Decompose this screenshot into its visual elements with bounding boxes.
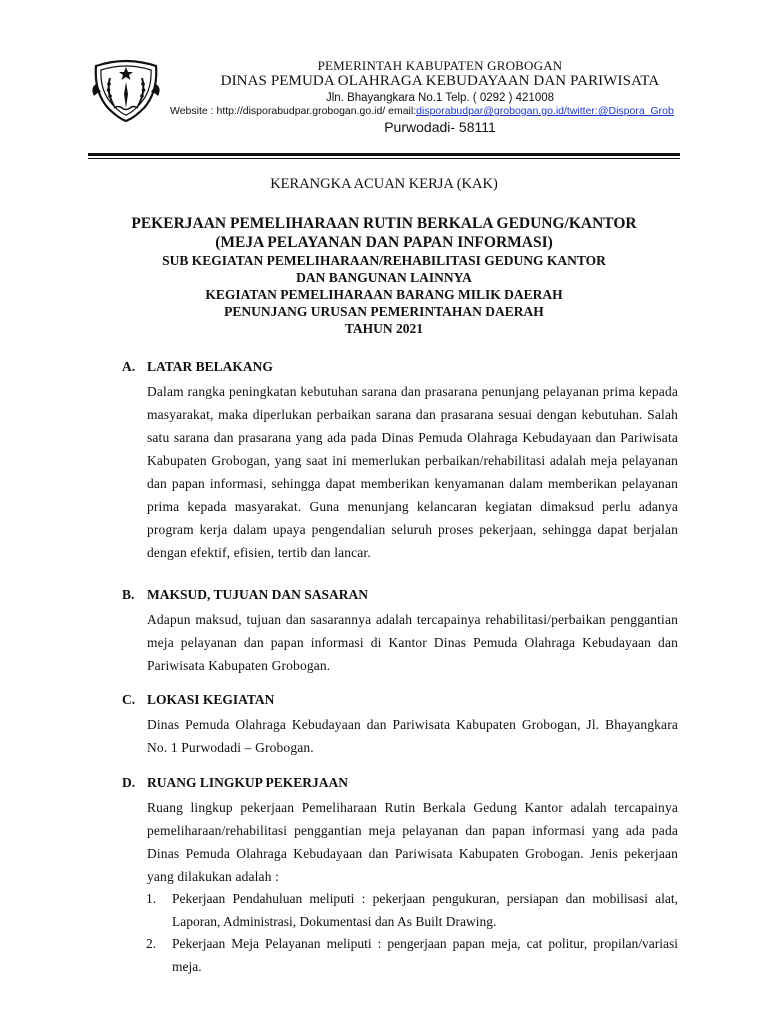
section-heading [122,587,678,608]
year-line: TAHUN 2021 [344,321,424,336]
document-title: KERANGKA ACUAN KERJA (KAK) [270,176,498,192]
section-paragraph: Dalam rangka peningkatan kebutuhan sarana dan prasarana penunjang pelayanan prima kepada masyarakat, maka diperlukan perbaikan sarana dan prasarana sesuai dengan kebutuhan. Salah satu sarana dan prasarana yang ada pada Dinas Pemuda Olahraga Kebudayaan dan Pariwisata Kabupaten Grobogan, yang saat ini memerlukan perbaikan/rehabilitasi adalah meja pelayanan dan papan informasi, sehingga dapat memberikan kenyamanan dalam memberikan pelayanan prima kepada masyarakat. Guna menunjang kelancaran kegiatan dimaksud perlu adanya program kerja dalam upaya pengendalian seluruh proses pekerjaan, sehingga dapat berjalan dengan efektif, efisien, tertib dan lancar. [147,384,678,560]
letterhead-government: PEMERINTAH KABUPATEN GROBOGAN [317,58,563,73]
work-title-line-2: (MEJA PELAYANAN DAN PAPAN INFORMASI) [215,234,553,251]
section-maksud-tujuan [122,587,678,677]
email-twitter-link[interactable]: disporabudpar@grobogan.go.id/twitter:@Dispora_Grob [416,105,674,117]
list-text: Pekerjaan Meja Pelayanan meliputi : pengerjaan papan meja, cat politur, propilan/variasi meja. [172,936,678,974]
section-latar-belakang [122,359,678,564]
section-title: LOKASI KEGIATAN [147,692,275,707]
section-ruang-lingkup [122,775,678,978]
list-text: Pekerjaan Pendahuluan meliputi : pekerjaan pengukuran, persiapan dan mobilisasi alat, Laporan, Administrasi, Dokumentasi dan As Built Drawing. [172,891,678,929]
section-letter: D. [122,775,136,790]
list-number: 1. [146,891,157,906]
letterhead-divider-thick [88,153,680,156]
section-heading [122,692,678,713]
list-number: 2. [146,936,157,951]
letterhead-city: Purwodadi- 58111 [384,119,496,135]
letterhead-website [170,105,700,117]
section-letter: A. [122,359,136,374]
section-title: MAKSUD, TUJUAN DAN SASARAN [147,587,369,602]
section-paragraph: Dinas Pemuda Olahraga Kebudayaan dan Pariwisata Kabupaten Grobogan, Jl. Bhayangkara No. 1 Purwodadi – Grobogan. [147,717,678,755]
section-heading [122,359,678,380]
section-letter: C. [122,692,136,707]
letterhead-divider-thin [88,158,680,159]
program-line: PENUNJANG URUSAN PEMERINTAHAN DAERAH [224,304,544,319]
section-lokasi-kegiatan [122,692,678,759]
list-item [146,888,678,933]
regency-coat-of-arms-icon [92,58,160,122]
section-title: LATAR BELAKANG [147,359,273,374]
section-heading [122,775,678,796]
letterhead-agency: DINAS PEMUDA OLAHRAGA KEBUDAYAAN DAN PARIWISATA [220,73,660,89]
work-scope-list [146,888,678,978]
list-item [146,933,678,978]
activity-line: KEGIATAN PEMELIHARAAN BARANG MILIK DAERAH [205,287,563,302]
work-title-line-1: PEKERJAAN PEMELIHARAAN RUTIN BERKALA GEDUNG/KANTOR [131,215,637,232]
section-paragraph: Ruang lingkup pekerjaan Pemeliharaan Rutin Berkala Gedung Kantor adalah tercapainya pemeliharaan/rehabilitasi penggantian meja pelayanan dan papan informasi yang ada pada Dinas Pemuda Olahraga Kebudayaan dan Pariwisata Kabupaten Grobogan. Jenis pekerjaan yang dilakukan adalah : [147,800,678,884]
website-prefix: Website : http://disporabudpar.grobogan.go.id/ email: [170,105,417,117]
letterhead-address: Jln. Bhayangkara No.1 Telp. ( 0292 ) 421008 [325,92,555,104]
section-letter: B. [122,587,135,602]
title-block [100,176,668,337]
section-paragraph: Adapun maksud, tujuan dan sasarannya adalah tercapainya rehabilitasi/perbaikan penggantian meja pelayanan dan papan informasi di Kantor Dinas Pemuda Olahraga Kebudayaan dan Pariwisata Kabupaten Grobogan. [147,612,678,673]
sub-activity-line-1: SUB KEGIATAN PEMELIHARAAN/REHABILITASI GEDUNG KANTOR [162,253,606,268]
sub-activity-line-2: DAN BANGUNAN LAINNYA [296,270,472,285]
section-title: RUANG LINGKUP PEKERJAAN [147,775,349,790]
